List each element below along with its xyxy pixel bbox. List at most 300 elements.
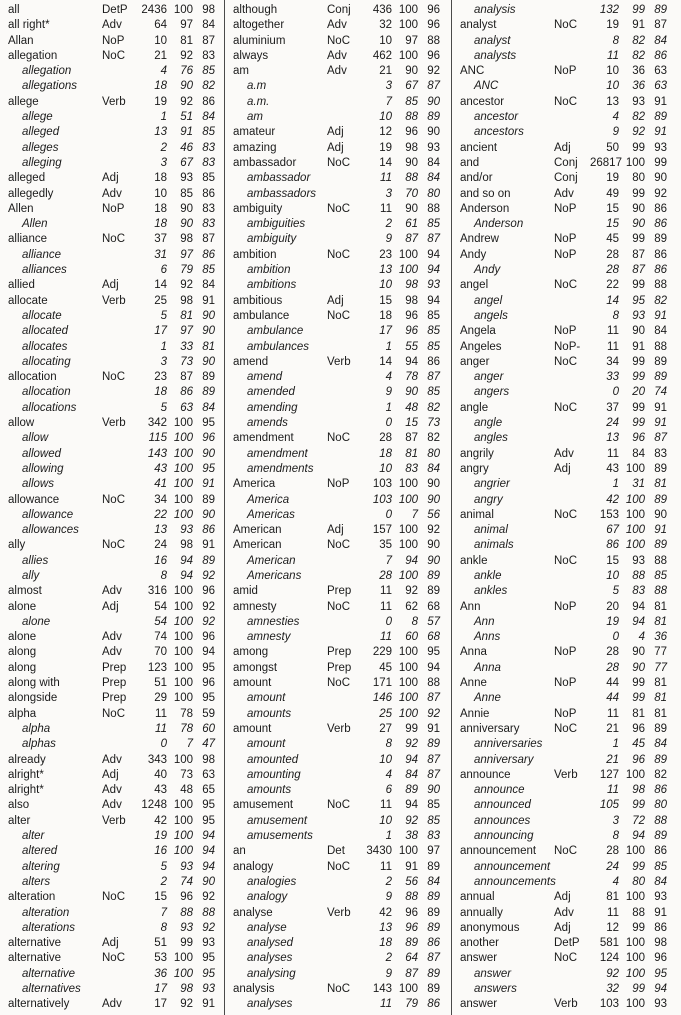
stat-value-3: 88: [202, 906, 215, 919]
inflected-form: alteration: [22, 906, 70, 919]
headword: Angela: [460, 325, 496, 338]
pos-tag: [554, 615, 590, 630]
stat-value-2: 87: [632, 264, 645, 277]
stat-value-2: 90: [632, 202, 645, 215]
stat-value-3: 85: [654, 569, 667, 582]
pos-tag: [554, 477, 590, 492]
stat-value-3: 96: [202, 585, 215, 598]
headword-row: [452, 722, 681, 737]
pos-tag: Prep: [102, 661, 127, 674]
inflection-row: [0, 477, 224, 492]
headword-row: [0, 630, 224, 645]
stat-value-3: 86: [654, 921, 667, 934]
headword-row: [225, 584, 451, 599]
stat-value-3: 87: [654, 432, 667, 445]
inflected-form: analyses: [247, 952, 293, 965]
frequency-value: 316: [147, 585, 167, 598]
stat-value-3: 91: [654, 126, 667, 139]
pos-tag: NoC: [102, 493, 126, 506]
inflected-form: ambulances: [247, 340, 310, 353]
pos-tag: NoP: [554, 600, 577, 613]
headword-row: [452, 462, 681, 477]
frequency-value: 35: [379, 539, 392, 552]
stat-value-3: 89: [202, 371, 215, 384]
frequency-value: 2: [160, 875, 167, 888]
frequency-value: 10: [379, 462, 392, 475]
pos-tag: Adv: [327, 49, 347, 62]
stat-value-2: 79: [405, 998, 418, 1011]
stat-value-3: 92: [202, 615, 215, 628]
frequency-value: 18: [379, 309, 392, 322]
inflection-row: [0, 355, 224, 370]
stat-value-3: 91: [654, 95, 667, 108]
inflection-row: [225, 493, 451, 508]
stat-value-2: 87: [405, 432, 418, 445]
headword: and: [460, 156, 480, 169]
headword: amount: [233, 677, 272, 690]
inflection-row: [452, 309, 681, 324]
stat-value-3: 82: [427, 432, 440, 445]
headword: allocation: [8, 371, 57, 384]
headword-row: [452, 232, 681, 247]
frequency-value: 0: [160, 738, 167, 751]
stat-value-2: 99: [632, 860, 645, 873]
stat-value-2: 15: [405, 417, 418, 430]
inflection-row: [0, 982, 224, 997]
inflection-row: [225, 217, 451, 232]
inflected-form: angels: [474, 309, 508, 322]
inflection-row: [452, 569, 681, 584]
inflection-row: [225, 370, 451, 385]
stat-value-3: 86: [202, 248, 215, 261]
pos-tag: [327, 95, 363, 110]
pos-tag: [102, 248, 138, 263]
inflection-row: [225, 416, 451, 431]
frequency-value: 10: [379, 753, 392, 766]
stat-value-3: 85: [202, 65, 215, 78]
stat-value-3: 95: [202, 967, 215, 980]
stat-value-2: 73: [180, 768, 193, 781]
stat-value-3: 95: [202, 814, 215, 827]
frequency-value: 23: [379, 248, 392, 261]
pos-tag: [554, 584, 590, 599]
pos-tag: Adv: [102, 631, 122, 644]
inflection-row: [452, 294, 681, 309]
pos-tag: NoP: [327, 478, 350, 491]
inflected-form: alternatives: [22, 983, 81, 995]
stat-value-3: 93: [202, 983, 215, 995]
pos-tag: [102, 462, 138, 477]
stat-value-3: 92: [427, 524, 440, 537]
frequency-value: 12: [606, 921, 619, 934]
headword: Andy: [460, 248, 487, 261]
pos-tag: [102, 401, 138, 416]
headword-row: [452, 95, 681, 110]
inflection-row: [225, 768, 451, 783]
inflected-form: Anderson: [474, 218, 524, 231]
frequency-value: 11: [380, 585, 392, 598]
headword: already: [8, 753, 46, 766]
stat-value-2: 90: [632, 325, 645, 338]
frequency-value: 342: [147, 417, 167, 430]
stat-value-2: 96: [405, 126, 418, 139]
stat-value-2: 98: [180, 983, 193, 995]
inflected-form: analyses: [247, 998, 293, 1011]
stat-value-2: 33: [180, 340, 193, 353]
pos-tag: [327, 324, 363, 339]
stat-value-3: 63: [654, 65, 667, 78]
stat-value-2: 97: [180, 19, 193, 32]
inflection-row: [225, 753, 451, 768]
headword-row: [225, 906, 451, 921]
headword: although: [233, 4, 278, 16]
stat-value-3: 90: [427, 493, 440, 506]
stat-value-2: 100: [398, 692, 418, 705]
inflected-form: announce: [474, 784, 525, 797]
headword: announce: [460, 768, 511, 781]
stat-value-2: 100: [173, 493, 193, 506]
frequency-value: 229: [372, 646, 392, 659]
pos-tag: NoC: [102, 539, 126, 552]
inflection-row: [452, 691, 681, 706]
stat-value-2: 92: [180, 998, 193, 1011]
stat-value-3: 96: [654, 952, 667, 965]
frequency-value: 0: [612, 386, 619, 399]
headword: analysis: [233, 983, 275, 995]
frequency-value: 436: [372, 4, 392, 16]
stat-value-3: 89: [427, 967, 440, 980]
stat-value-3: 92: [202, 569, 215, 582]
pos-tag: [327, 263, 363, 278]
pos-tag: Adj: [102, 937, 119, 950]
headword: also: [8, 799, 30, 812]
stat-value-2: 100: [398, 264, 418, 277]
inflection-row: [452, 814, 681, 829]
pos-tag: Adj: [327, 141, 344, 154]
stat-value-3: 47: [202, 738, 215, 751]
inflection-row: [225, 783, 451, 798]
headword: allege: [8, 95, 39, 108]
stat-value-3: 89: [202, 493, 215, 506]
headword: analyse: [233, 906, 273, 919]
stat-value-2: 7: [411, 508, 418, 521]
inflection-row: [225, 508, 451, 523]
frequency-value: 10: [154, 34, 167, 47]
stat-value-2: 100: [173, 661, 193, 674]
frequency-value: 4: [385, 768, 392, 781]
stat-value-2: 100: [173, 814, 193, 827]
stat-value-3: 90: [654, 172, 667, 185]
inflection-row: [0, 737, 224, 752]
stat-value-3: 89: [654, 830, 667, 843]
stat-value-3: 84: [427, 875, 440, 888]
inflection-row: [225, 401, 451, 416]
stat-value-3: 83: [202, 156, 215, 169]
headword: amendment: [233, 432, 294, 445]
pos-tag: NoC: [554, 95, 578, 108]
inflected-form: allocation: [22, 386, 71, 399]
frequency-value: 45: [606, 233, 619, 246]
stat-value-3: 89: [427, 569, 440, 582]
headword-row: [225, 600, 451, 615]
inflected-form: anniversaries: [474, 738, 543, 751]
inflected-form: ambiguities: [247, 218, 306, 231]
inflected-form: ambitions: [247, 279, 297, 292]
stat-value-3: 86: [654, 248, 667, 261]
pos-tag: [102, 324, 138, 339]
stat-value-3: 90: [202, 355, 215, 368]
inflected-form: announcements: [474, 875, 556, 888]
inflection-row: [225, 232, 451, 247]
stat-value-3: 93: [654, 141, 667, 154]
stat-value-3: 95: [202, 462, 215, 475]
pos-tag: Adv: [102, 998, 122, 1011]
stat-value-2: 100: [398, 19, 418, 32]
headword: American: [233, 524, 282, 537]
headword: alright*: [8, 784, 44, 797]
inflected-form: analysis: [474, 4, 516, 16]
stat-value-2: 100: [173, 4, 193, 16]
pos-tag: [327, 217, 363, 232]
stat-value-2: 92: [180, 49, 193, 62]
stat-value-2: 100: [398, 661, 418, 674]
stat-value-2: 100: [625, 462, 645, 475]
stat-value-2: 93: [180, 860, 193, 873]
pos-tag: Adv: [102, 585, 122, 598]
stat-value-3: 97: [427, 845, 440, 858]
stat-value-3: 91: [427, 722, 440, 735]
headword: another: [460, 937, 500, 950]
headword: and/or: [460, 172, 493, 185]
frequency-value: 32: [379, 19, 392, 32]
inflected-form: animals: [474, 539, 514, 552]
pos-tag: NoC: [102, 891, 126, 904]
headword-row: [225, 431, 451, 446]
stat-value-3: 96: [202, 432, 215, 445]
stat-value-2: 100: [398, 569, 418, 582]
pos-tag: [102, 340, 138, 355]
stat-value-3: 82: [654, 294, 667, 307]
stat-value-2: 85: [180, 187, 193, 200]
frequency-value: 6: [385, 784, 392, 797]
stat-value-2: 98: [405, 294, 418, 307]
pos-tag: NoC: [327, 309, 351, 322]
headword: amateur: [233, 126, 276, 139]
stat-value-2: 100: [625, 156, 645, 169]
headword-row: [225, 309, 451, 324]
stat-value-3: 84: [654, 875, 667, 888]
inflected-form: alliance: [22, 248, 61, 261]
headword-row: [452, 921, 681, 936]
inflected-form: ambassador: [247, 172, 311, 185]
headword-row: [0, 600, 224, 615]
stat-value-3: 92: [427, 65, 440, 78]
stat-value-2: 94: [405, 554, 418, 567]
frequency-value: 9: [385, 386, 392, 399]
stat-value-2: 99: [632, 417, 645, 430]
stat-value-2: 67: [180, 156, 193, 169]
stat-value-2: 100: [625, 539, 645, 552]
stat-value-2: 100: [398, 248, 418, 261]
pos-tag: NoC: [327, 202, 351, 215]
pos-tag: Verb: [327, 906, 351, 919]
frequency-value: 11: [380, 600, 392, 613]
frequency-value: 49: [606, 187, 619, 200]
inflection-row: [452, 829, 681, 844]
stat-value-3: 85: [427, 325, 440, 338]
inflection-row: [0, 554, 224, 569]
stat-value-2: 91: [180, 126, 193, 139]
headword-row: [452, 906, 681, 921]
frequency-value: 146: [372, 692, 392, 705]
stat-value-3: 89: [427, 111, 440, 124]
headword-row: [452, 508, 681, 523]
inflected-form: a.m.: [247, 95, 270, 108]
pos-tag: [554, 569, 590, 584]
stat-value-3: 89: [654, 355, 667, 368]
pos-tag: NoC: [554, 845, 578, 858]
inflected-form: amounting: [247, 768, 301, 781]
frequency-value: 27: [379, 722, 392, 735]
headword: annually: [460, 906, 503, 919]
stat-value-2: 99: [632, 4, 645, 16]
inflected-form: amends: [247, 417, 288, 430]
stat-value-3: 87: [427, 233, 440, 246]
stat-value-2: 7: [186, 738, 193, 751]
inflection-row: [225, 997, 451, 1012]
frequency-value: 92: [606, 967, 619, 980]
stat-value-2: 74: [180, 875, 193, 888]
headword: anonymous: [460, 921, 520, 934]
frequency-value: 13: [379, 921, 392, 934]
stat-value-3: 84: [202, 401, 215, 414]
headword: allegedly: [8, 187, 54, 200]
stat-value-3: 86: [202, 187, 215, 200]
headword: ambassador: [233, 156, 297, 169]
inflection-row: [225, 875, 451, 890]
stat-value-2: 87: [632, 248, 645, 261]
stat-value-2: 94: [180, 569, 193, 582]
inflection-row: [0, 324, 224, 339]
stat-value-2: 99: [632, 355, 645, 368]
pos-tag: NoP: [554, 707, 577, 720]
frequency-value: 10: [154, 187, 167, 200]
stat-value-3: 88: [654, 340, 667, 353]
pos-tag: [554, 753, 590, 768]
headword-row: [225, 294, 451, 309]
pos-tag: Prep: [102, 677, 127, 690]
headword-row: [452, 554, 681, 569]
frequency-value: 14: [379, 355, 392, 368]
stat-value-2: 100: [398, 478, 418, 491]
pos-tag: [554, 110, 590, 125]
stat-value-2: 100: [173, 432, 193, 445]
pos-tag: [327, 936, 363, 951]
headword-row: [452, 340, 681, 355]
inflected-form: anniversary: [474, 753, 534, 766]
headword-row: [452, 707, 681, 722]
frequency-value: 3: [160, 355, 167, 368]
headword-row: [452, 844, 681, 859]
inflected-form: allocated: [22, 325, 69, 338]
pos-tag: [102, 79, 138, 94]
pos-tag: [554, 523, 590, 538]
headword: along: [8, 646, 37, 659]
pos-tag: [554, 3, 590, 18]
frequency-value: 14: [606, 294, 619, 307]
pos-tag: [554, 385, 590, 400]
inflected-form: allowed: [22, 447, 61, 460]
inflected-form: ally: [22, 569, 40, 582]
frequency-value: 0: [612, 631, 619, 644]
stat-value-2: 100: [398, 49, 418, 62]
frequency-value: 22: [606, 279, 619, 292]
stat-value-3: 83: [654, 447, 667, 460]
frequency-value: 54: [154, 615, 167, 628]
pos-tag: NoC: [554, 279, 578, 292]
inflected-form: Ann: [474, 615, 495, 628]
stat-value-3: 94: [427, 248, 440, 261]
stat-value-2: 88: [180, 906, 193, 919]
stat-value-2: 85: [405, 95, 418, 108]
stat-value-2: 97: [405, 34, 418, 47]
pos-tag: NoC: [327, 600, 351, 613]
frequency-value: 41: [154, 478, 167, 491]
stat-value-2: 99: [632, 187, 645, 200]
pos-tag: Adv: [102, 19, 122, 32]
pos-tag: Verb: [327, 355, 351, 368]
pos-tag: Verb: [102, 417, 126, 430]
inflection-row: [452, 385, 681, 400]
pos-tag: [554, 309, 590, 324]
inflection-row: [225, 385, 451, 400]
frequency-value: 37: [606, 401, 619, 414]
frequency-value: 11: [607, 325, 619, 338]
inflected-form: allege: [22, 111, 53, 124]
pos-tag: NoC: [554, 554, 578, 567]
inflection-row: [0, 385, 224, 400]
stat-value-2: 94: [405, 799, 418, 812]
pos-tag: [327, 416, 363, 431]
headword-row: [225, 156, 451, 171]
frequency-value: 153: [599, 508, 619, 521]
stat-value-2: 96: [632, 432, 645, 445]
headword: all: [8, 4, 20, 16]
pos-tag: [102, 722, 138, 737]
pos-tag: [327, 462, 363, 477]
stat-value-2: 94: [405, 753, 418, 766]
stat-value-2: 100: [398, 983, 418, 995]
headword-row: [0, 370, 224, 385]
stat-value-3: 91: [202, 294, 215, 307]
frequency-value: 8: [385, 738, 392, 751]
stat-value-3: 85: [427, 309, 440, 322]
stat-value-2: 38: [405, 830, 418, 843]
headword: America: [233, 478, 276, 491]
headword: all right*: [8, 19, 50, 32]
headword-row: [0, 814, 224, 829]
inflection-row: [452, 523, 681, 538]
frequency-value: 11: [607, 447, 619, 460]
inflection-row: [225, 829, 451, 844]
frequency-value: 17: [154, 998, 167, 1011]
stat-value-2: 36: [632, 65, 645, 78]
pos-tag: [554, 370, 590, 385]
pos-tag: Adj: [554, 462, 571, 475]
frequency-value: 42: [379, 906, 392, 919]
headword-row: [452, 936, 681, 951]
pos-tag: [102, 64, 138, 79]
